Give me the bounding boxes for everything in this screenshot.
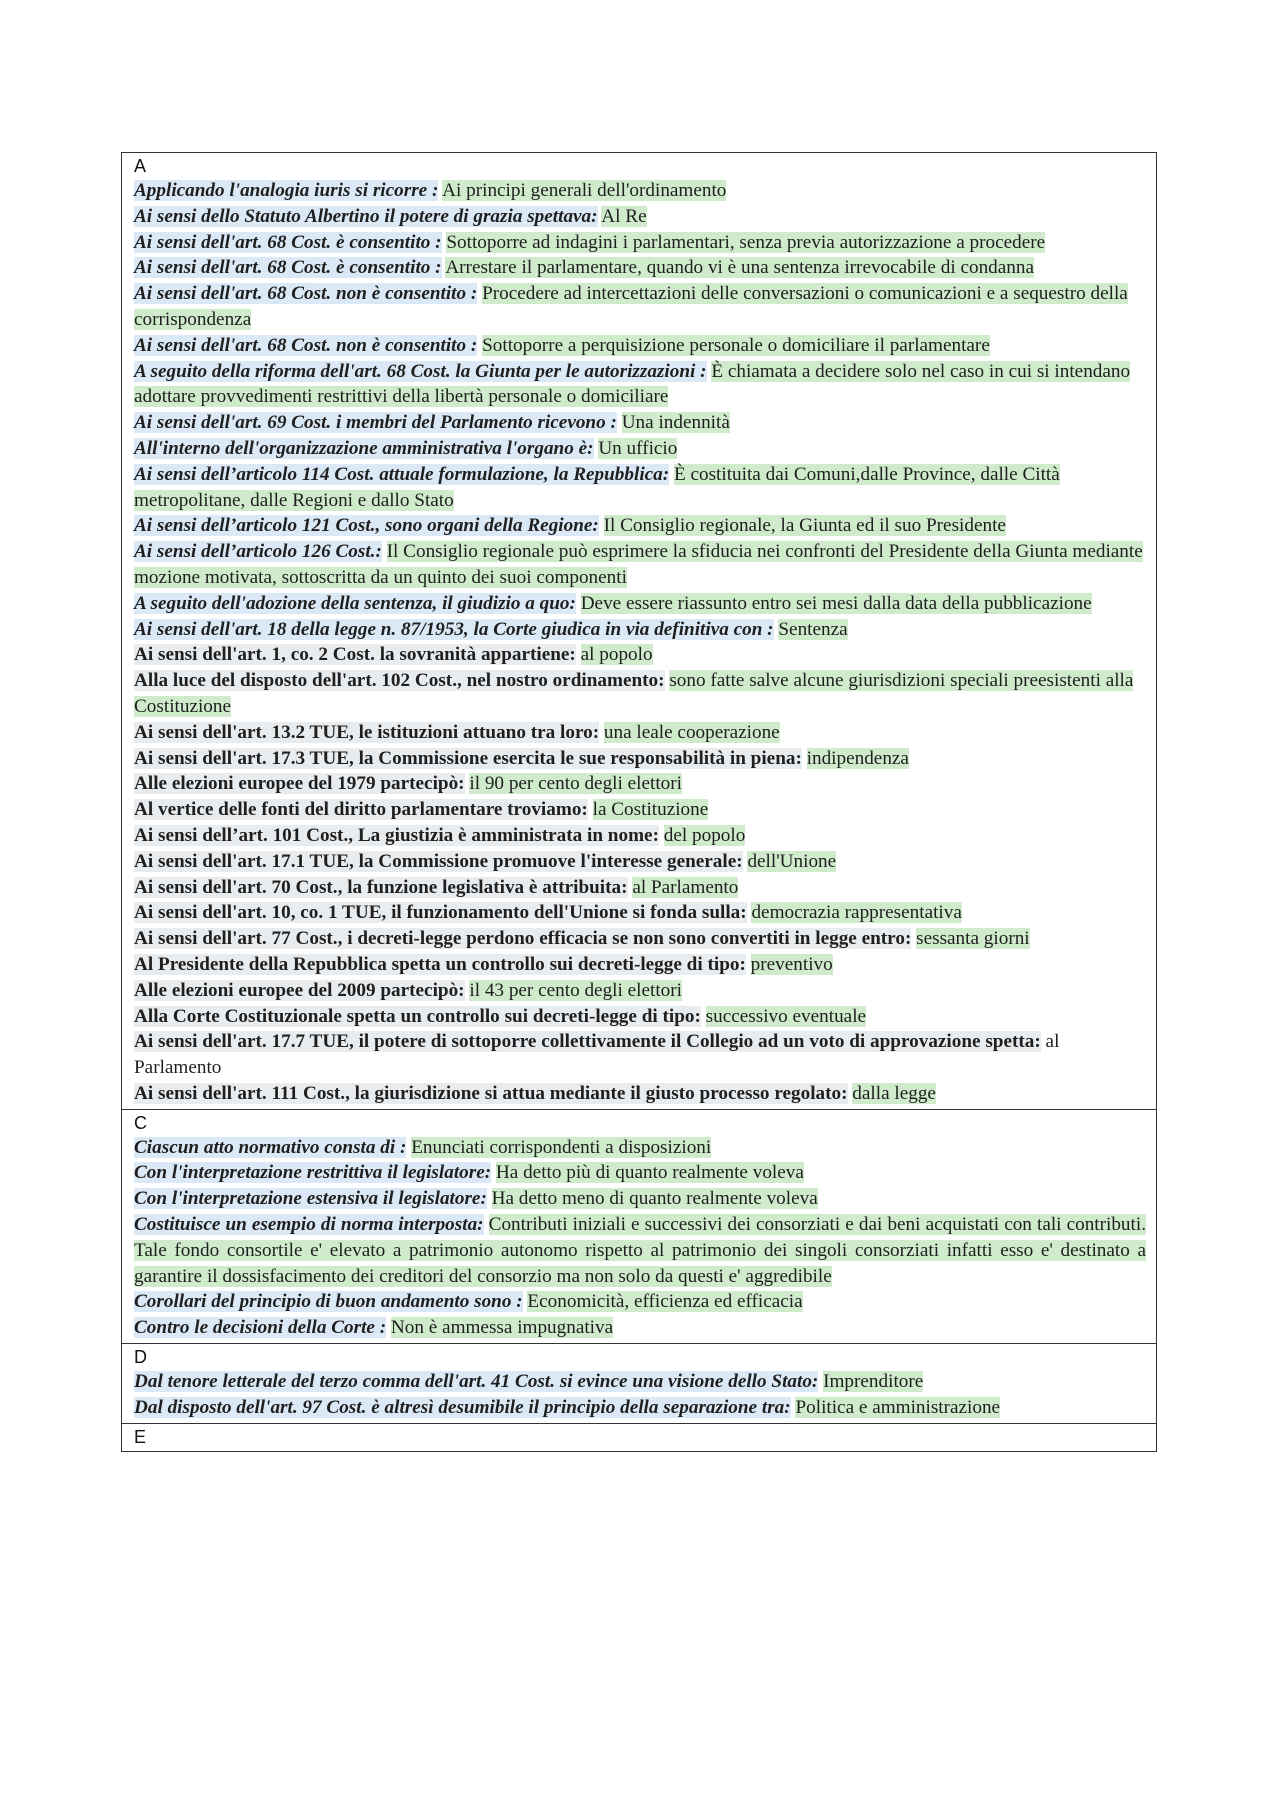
entry-question: Con l'interpretazione restrittiva il legislatore: bbox=[134, 1162, 492, 1184]
entry bbox=[134, 617, 1146, 643]
entry bbox=[134, 178, 1146, 204]
section-letter: E bbox=[134, 1426, 147, 1447]
entry bbox=[134, 900, 1146, 926]
entry-answer: Sottoporre ad indagini i parlamentari, senza previa autorizzazione a procedere bbox=[446, 231, 1046, 253]
entry bbox=[134, 436, 1146, 462]
section-letter: C bbox=[134, 1112, 147, 1133]
entry bbox=[134, 642, 1146, 668]
entry-question: Ai sensi dell'art. 68 Cost. è consentito : bbox=[134, 257, 442, 279]
entry-answer: dell'Unione bbox=[747, 850, 837, 872]
entry bbox=[134, 978, 1146, 1004]
entry-question: Ai sensi dell'art. 68 Cost. non è consentito : bbox=[134, 334, 478, 356]
entry-question: Ai sensi dell'art. 77 Cost., i decreti-legge perdono efficacia se non sono convertiti in legge entro: bbox=[134, 928, 912, 950]
entry bbox=[134, 952, 1146, 978]
entry bbox=[134, 771, 1146, 797]
entry-answer: Politica e amministrazione bbox=[795, 1396, 1001, 1418]
entry-answer: Una indennità bbox=[621, 412, 730, 434]
entry-question: Ai sensi dell'art. 68 Cost. non è consentito : bbox=[134, 283, 478, 305]
section-letter: D bbox=[134, 1347, 147, 1368]
entry-question: Ai sensi dell'art. 17.3 TUE, la Commissione esercita le sue responsabilità in piena: bbox=[134, 747, 802, 769]
entry-answer: preventivo bbox=[750, 953, 833, 975]
entry-answer: Ha detto meno di quanto realmente voleva bbox=[491, 1188, 818, 1210]
entry-answer: al Parlamento bbox=[134, 1031, 1060, 1079]
entry-answer: indipendenza bbox=[806, 747, 909, 769]
entry-question: Alle elezioni europee del 1979 partecipò: bbox=[134, 773, 465, 795]
entry-answer: Ha detto più di quanto realmente voleva bbox=[495, 1162, 804, 1184]
entry bbox=[134, 823, 1146, 849]
entry-answer: Sentenza bbox=[778, 618, 848, 640]
entry-answer: una leale cooperazione bbox=[603, 721, 780, 743]
entry-question: Ai sensi dell'art. 13.2 TUE, le istituzioni attuano tra loro: bbox=[134, 721, 600, 743]
entry-question: Ai sensi dell’articolo 121 Cost., sono organi della Regione: bbox=[134, 515, 599, 537]
entry bbox=[134, 1135, 1146, 1161]
entry bbox=[134, 1289, 1146, 1315]
entry-question: Con l'interpretazione estensiva il legislatore: bbox=[134, 1188, 487, 1210]
entry-question: Ciascun atto normativo consta di : bbox=[134, 1136, 407, 1158]
entry bbox=[134, 1081, 1146, 1107]
entry-question: Alle elezioni europee del 2009 partecipò: bbox=[134, 979, 465, 1001]
entry-answer: Non è ammessa impugnativa bbox=[390, 1317, 614, 1339]
entry-answer: dalla legge bbox=[852, 1082, 936, 1104]
entry-answer: successivo eventuale bbox=[705, 1005, 867, 1027]
entry-answer: Enunciati corrispondenti a disposizioni bbox=[411, 1136, 712, 1158]
entry bbox=[134, 849, 1146, 875]
entry-answer: Sottoporre a perquisizione personale o domiciliare il parlamentare bbox=[482, 334, 990, 356]
entry bbox=[134, 333, 1146, 359]
entry-answer: Un ufficio bbox=[598, 437, 678, 459]
entry-answer: Arrestare il parlamentare, quando vi è una sentenza irrevocabile di condanna bbox=[445, 257, 1034, 279]
entry-answer: Procedere ad intercettazioni delle conversazioni o comunicazioni e a sequestro della corrispondenza bbox=[134, 283, 1128, 330]
entry-question: Costituisce un esempio di norma interposta: bbox=[134, 1214, 484, 1236]
entry-answer: Al Re bbox=[601, 205, 647, 227]
section-e bbox=[122, 1423, 1156, 1451]
entry-question: Al Presidente della Repubblica spetta un controllo sui decreti-legge di tipo: bbox=[134, 953, 746, 975]
section-a bbox=[122, 153, 1156, 1109]
entry bbox=[134, 797, 1146, 823]
entry-answer: Ai principi generali dell'ordinamento bbox=[442, 180, 727, 201]
entry-question: Ai sensi dell'art. 69 Cost. i membri del Parlamento ricevono : bbox=[134, 412, 617, 434]
entry bbox=[134, 230, 1146, 256]
entry-question: Corollari del principio di buon andamento sono : bbox=[134, 1291, 523, 1313]
entry bbox=[134, 591, 1146, 617]
entry bbox=[134, 1369, 1146, 1395]
section-letter: A bbox=[134, 156, 147, 176]
section-d bbox=[122, 1343, 1156, 1423]
entry-answer: del popolo bbox=[663, 824, 746, 846]
entry-question: A seguito della riforma dell'art. 68 Cost. la Giunta per le autorizzazioni : bbox=[134, 360, 707, 382]
entry-answer: Contributi iniziali e successivi dei consorziati e dai beni acquistati con tali contributi. Tale fondo consortile e' elevato a patrimonio autonomo rispetto al patrimonio dei singoli consorziati infatti esso e' destinato a garantire il dossisfacimento dei creditori del consorzio ma non solo da questi e' aggredibile bbox=[134, 1214, 1146, 1287]
entry bbox=[134, 746, 1146, 772]
entry-question: Applicando l'analogia iuris si ricorre : bbox=[134, 180, 439, 201]
entry-question: Ai sensi dell'art. 10, co. 1 TUE, il funzionamento dell'Unione si fonda sulla: bbox=[134, 902, 747, 924]
entry-answer: il 90 per cento degli elettori bbox=[469, 773, 682, 795]
entry-question: Contro le decisioni della Corte : bbox=[134, 1317, 387, 1339]
glossary-table bbox=[121, 152, 1157, 1452]
entry bbox=[134, 255, 1146, 281]
entry-answer: al popolo bbox=[580, 644, 653, 666]
entry-answer: il 43 per cento degli elettori bbox=[469, 979, 682, 1001]
entry-question: Ai sensi dell’articolo 114 Cost. attuale formulazione, la Repubblica: bbox=[134, 463, 670, 485]
entry-question: Ai sensi dell'art. 1, co. 2 Cost. la sovranità appartiene: bbox=[134, 644, 576, 666]
entry-question: Ai sensi dell’art. 101 Cost., La giustizia è amministrata in nome: bbox=[134, 824, 659, 846]
entry-answer: al Parlamento bbox=[632, 876, 739, 898]
entry-answer: È chiamata a decidere solo nel caso in cui si intendano adottare provvedimenti restrittivi della libertà personale o domiciliare bbox=[134, 360, 1131, 408]
entry-answer: È costituita dai Comuni,dalle Province, dalle Città metropolitane, dalle Regioni e dallo Stato bbox=[134, 463, 1060, 511]
entry bbox=[134, 539, 1146, 591]
entry bbox=[134, 720, 1146, 746]
entry bbox=[134, 926, 1146, 952]
entry-question: Alla Corte Costituzionale spetta un controllo sui decreti-legge di tipo: bbox=[134, 1005, 701, 1027]
entry-answer: sessanta giorni bbox=[916, 928, 1030, 950]
entry bbox=[134, 1029, 1146, 1081]
entry-answer: la Costituzione bbox=[592, 799, 709, 821]
entry-question: Dal tenore letterale del terzo comma dell'art. 41 Cost. si evince una visione dello Stato: bbox=[134, 1371, 819, 1393]
entry bbox=[134, 410, 1146, 436]
entry-question: Ai sensi dell'art. 17.1 TUE, la Commissione promuove l'interesse generale: bbox=[134, 850, 743, 872]
entry bbox=[134, 513, 1146, 539]
entry bbox=[134, 1004, 1146, 1030]
entry-question: All'interno dell'organizzazione amministrativa l'organo è: bbox=[134, 437, 594, 459]
entry-question: Ai sensi dell'art. 111 Cost., la giurisdizione si attua mediante il giusto processo regolato: bbox=[134, 1082, 848, 1104]
entry-answer: Il Consiglio regionale, la Giunta ed il suo Presidente bbox=[603, 515, 1006, 537]
entry-question: Alla luce del disposto dell'art. 102 Cost., nel nostro ordinamento: bbox=[134, 670, 665, 692]
entry-answer: democrazia rappresentativa bbox=[751, 902, 962, 924]
entry bbox=[134, 1186, 1146, 1212]
entry-answer: Economicità, efficienza ed efficacia bbox=[527, 1291, 803, 1313]
entry bbox=[134, 204, 1146, 230]
entry-question: Ai sensi dell'art. 17.7 TUE, il potere di sottoporre collettivamente il Collegio ad un voto di approvazione spetta: bbox=[134, 1031, 1041, 1053]
entry bbox=[134, 1212, 1146, 1289]
entry-question: Dal disposto dell'art. 97 Cost. è altresì desumibile il principio della separazione tra: bbox=[134, 1396, 791, 1418]
entry bbox=[134, 875, 1146, 901]
entry bbox=[134, 462, 1146, 514]
entry-answer: Imprenditore bbox=[823, 1371, 924, 1393]
entry-answer: sono fatte salve alcune giurisdizioni speciali preesistenti alla Costituzione bbox=[134, 670, 1134, 717]
entry bbox=[134, 281, 1146, 333]
entry-answer: Deve essere riassunto entro sei mesi dalla data della pubblicazione bbox=[580, 592, 1092, 614]
section-c bbox=[122, 1109, 1156, 1343]
entry-question: Ai sensi dell'art. 68 Cost. è consentito : bbox=[134, 231, 442, 253]
entry-question: Ai sensi dell'art. 18 della legge n. 87/1953, la Corte giudica in via definitiva con : bbox=[134, 618, 774, 640]
entry bbox=[134, 1395, 1146, 1421]
entry bbox=[134, 1315, 1146, 1341]
entry-question: Ai sensi dell'art. 70 Cost., la funzione legislativa è attribuita: bbox=[134, 876, 628, 898]
entry bbox=[134, 668, 1146, 720]
entry-question: Ai sensi dello Statuto Albertino il potere di grazia spettava: bbox=[134, 205, 598, 227]
entry-answer: Il Consiglio regionale può esprimere la sfiducia nei confronti del Presidente della Giunta mediante mozione motivata, sottoscritta da un quinto dei suoi componenti bbox=[134, 541, 1143, 588]
entry bbox=[134, 1160, 1146, 1186]
entry-question: A seguito dell'adozione della sentenza, il giudizio a quo: bbox=[134, 592, 576, 614]
entry-question: Al vertice delle fonti del diritto parlamentare troviamo: bbox=[134, 799, 588, 821]
entry bbox=[134, 359, 1146, 411]
entry-question: Ai sensi dell’articolo 126 Cost.: bbox=[134, 541, 382, 563]
